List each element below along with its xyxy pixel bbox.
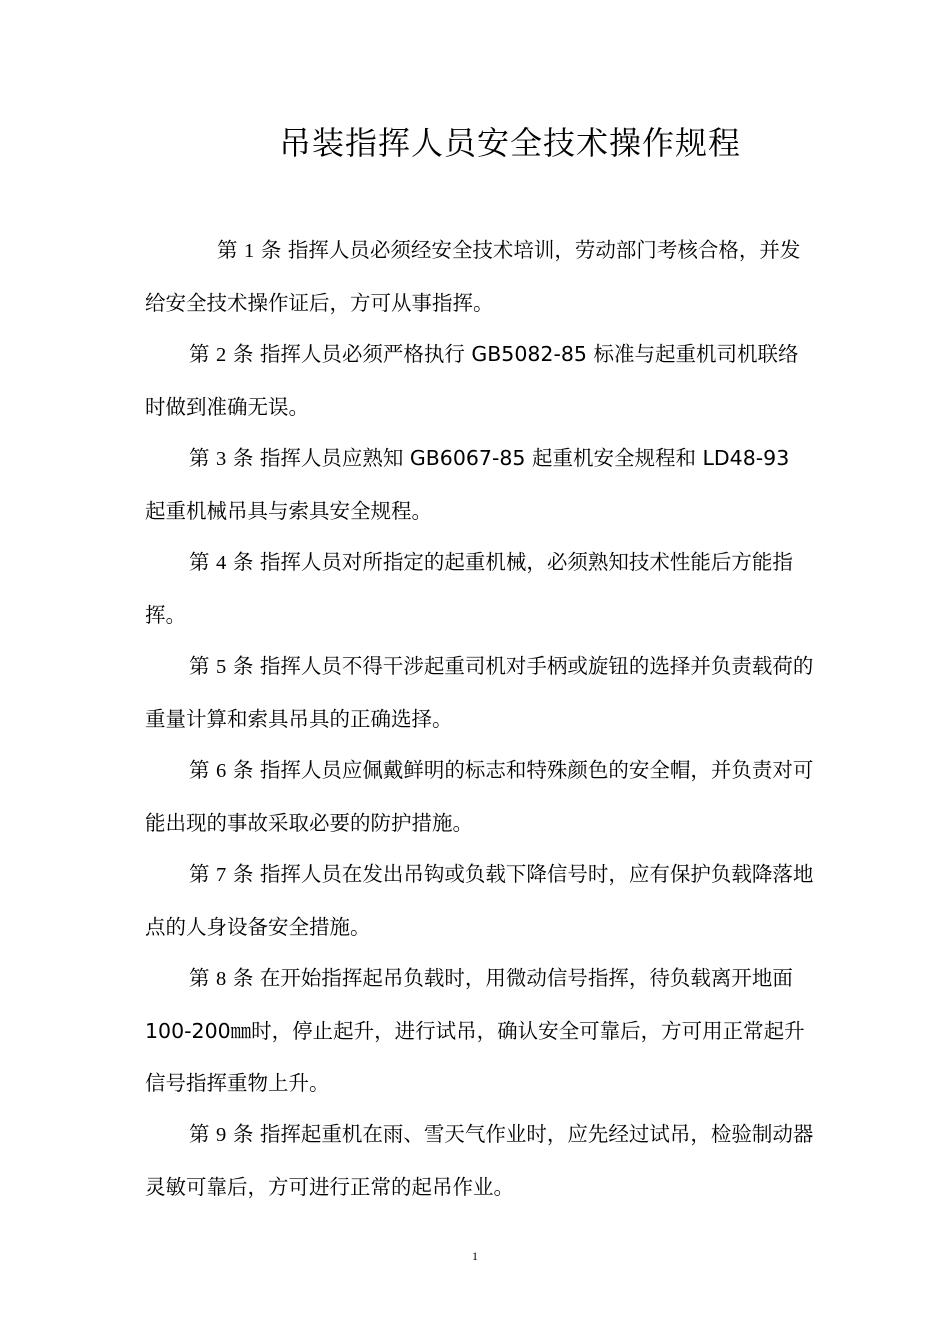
- clause-2: 第 2 条 指挥人员必须严格执行 GB5082-85 标准与起重机司机联络时做到准确无误。: [145, 342, 799, 419]
- document-title: 吊装指挥人员安全技术操作规程: [278, 124, 741, 162]
- clause-7: 第 7 条 指挥人员在发出吊钩或负载下降信号时，应有保护负载降落地点的人身设备安全措施。: [145, 862, 814, 939]
- clause-1: 第 1 条 指挥人员必须经安全技术培训，劳动部门考核合格，并发给安全技术操作证后，方可从事指挥。: [145, 238, 801, 315]
- clause-6: 第 6 条 指挥人员应佩戴鲜明的标志和特殊颜色的安全帽，并负责对可能出现的事故采取必要的防护措施。: [145, 758, 814, 835]
- clause-9: 第 9 条 指挥起重机在雨、雪天气作业时，应先经过试吊，检验制动器灵敏可靠后，方可进行正常的起吊作业。: [145, 1122, 814, 1199]
- clause-4: 第 4 条 指挥人员对所指定的起重机械，必须熟知技术性能后方能指挥。: [145, 550, 793, 627]
- clause-8: 第 8 条 在开始指挥起吊负载时，用微动信号指挥，待负载离开地面 100-200㎜时，停止起升，进行试吊，确认安全可靠后，方可用正常起升信号指挥重物上升。: [145, 966, 805, 1095]
- clause-3: 第 3 条 指挥人员应熟知 GB6067-85 起重机安全规程和 LD48-93 起重机械吊具与索具安全规程。: [145, 446, 790, 523]
- page-number: 1: [472, 1249, 478, 1263]
- clause-5: 第 5 条 指挥人员不得干涉起重司机对手柄或旋钮的选择并负责载荷的重量计算和索具吊具的正确选择。: [145, 654, 814, 731]
